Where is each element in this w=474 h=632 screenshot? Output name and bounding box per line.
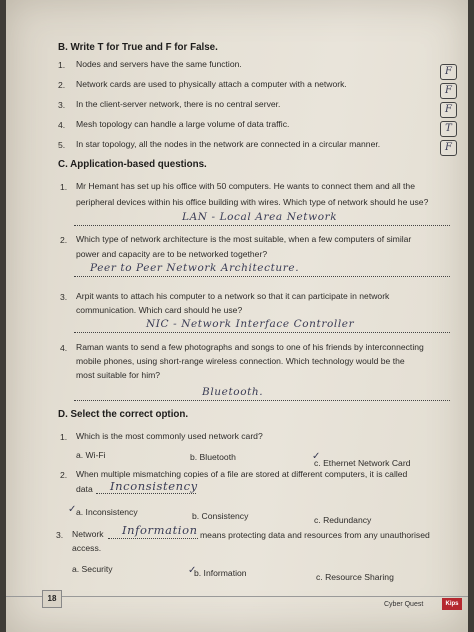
d-q3-prefix: Network <box>72 529 104 539</box>
footer-book-title: Cyber Quest <box>384 601 424 608</box>
b-item-5-answer-box[interactable]: F <box>440 140 457 156</box>
d-q1-tick-mark-icon: ✓ <box>312 451 321 462</box>
c-q1-number: 1. <box>60 182 68 192</box>
c-q2-line-2: power and capacity are to be networked together? <box>76 249 268 259</box>
d-q3-blank-line <box>108 538 198 539</box>
d-q3-line-1-rest: means protecting data and resources from any unauthorised <box>200 530 430 540</box>
c-q4-line-1: Raman wants to send a few photographs and songs to one of his friends by interconnecting <box>76 342 424 352</box>
d-q3-handwritten-answer[interactable]: Information <box>122 523 198 537</box>
c-q4-line-3: most suitable for him? <box>76 370 161 380</box>
d-q3-number: 3. <box>56 530 64 540</box>
d-q1-option-c[interactable]: c. Ethernet Network Card <box>314 458 411 468</box>
c-q1-line-2: peripheral devices within his office building with wires. Which type of network should he use? <box>76 197 429 207</box>
b-item-3-number: 3. <box>58 100 66 110</box>
d-q3-option-a[interactable]: a. Security <box>72 564 113 574</box>
d-q2-number: 2. <box>60 470 68 480</box>
b-item-4-answer-box[interactable]: T <box>440 121 457 137</box>
b-item-5-number: 5. <box>58 140 66 150</box>
d-q1-option-a[interactable]: a. Wi-Fi <box>76 450 106 460</box>
d-q2-handwritten-answer[interactable]: Inconsistency <box>110 479 198 493</box>
d-q2-option-a[interactable]: a. Inconsistency <box>76 507 138 517</box>
c-q1-line-1: Mr Hemant has set up his office with 50 computers. He wants to connect them and all the <box>76 181 415 191</box>
c-q3-handwritten-answer[interactable]: NIC - Network Interface Controller <box>146 318 355 330</box>
c-q4-number: 4. <box>60 343 68 353</box>
c-q4-answer-line <box>74 400 450 401</box>
c-q3-line-2: communication. Which card should he use? <box>76 305 243 315</box>
d-q2-option-c[interactable]: c. Redundancy <box>314 515 372 525</box>
b-item-2-number: 2. <box>58 80 66 90</box>
workbook-page <box>6 0 468 632</box>
c-q3-line-1: Arpit wants to attach his computer to a network so that it can participate in network <box>76 291 390 301</box>
d-q3-option-b[interactable]: b. Information <box>194 568 247 578</box>
d-q1-option-b[interactable]: b. Bluetooth <box>190 452 236 462</box>
b-item-5-text: In star topology, all the nodes in the network are connected in a circular manner. <box>76 139 381 149</box>
c-q2-line-1: Which type of network architecture is the most suitable, when a few computers of similar <box>76 234 412 244</box>
d-q2-line-1: When multiple mismatching copies of a file are stored at different computers, it is called <box>76 469 408 479</box>
b-item-1-answer-box[interactable]: F <box>440 64 457 80</box>
section-b-heading: B. Write T for True and F for False. <box>58 42 218 53</box>
d-q3-option-c[interactable]: c. Resource Sharing <box>316 572 394 582</box>
b-item-2-answer-box[interactable]: F <box>440 83 457 99</box>
c-q2-number: 2. <box>60 235 68 245</box>
c-q3-answer-line <box>74 332 450 333</box>
c-q4-handwritten-answer[interactable]: Bluetooth. <box>202 386 264 398</box>
c-q2-answer-line <box>74 276 450 277</box>
b-item-1-text: Nodes and servers have the same function. <box>76 59 242 69</box>
c-q2-handwritten-answer[interactable]: Peer to Peer Network Architecture. <box>90 262 300 274</box>
section-d-heading: D. Select the correct option. <box>58 409 189 420</box>
b-item-1-number: 1. <box>58 60 66 70</box>
b-item-3-text: In the client-server network, there is no central server. <box>76 99 281 109</box>
c-q1-answer-line <box>74 225 450 226</box>
d-q3-line-2: access. <box>72 543 102 553</box>
b-item-4-number: 4. <box>58 120 66 130</box>
c-q3-number: 3. <box>60 292 68 302</box>
d-q3-tick-mark-icon: ✓ <box>188 565 197 576</box>
d-q2-blank-line <box>96 493 196 494</box>
d-q1-number: 1. <box>60 432 68 442</box>
page-number: 18 <box>42 590 62 608</box>
section-c-heading: C. Application-based questions. <box>58 159 207 170</box>
footer-divider <box>6 596 468 597</box>
c-q1-handwritten-answer[interactable]: LAN - Local Area Network <box>182 211 338 223</box>
b-item-3-answer-box[interactable]: F <box>440 102 457 118</box>
b-item-4-text: Mesh topology can handle a large volume of data traffic. <box>76 119 290 129</box>
d-q1-text: Which is the most commonly used network card? <box>76 431 263 441</box>
d-q2-prefix: data <box>76 484 93 494</box>
publisher-logo: Kips <box>442 598 462 610</box>
b-item-2-text: Network cards are used to physically attach a computer with a network. <box>76 79 347 89</box>
c-q4-line-2: mobile phones, using short-range wireless connection. Which technology would be the <box>76 356 405 366</box>
d-q2-option-b[interactable]: b. Consistency <box>192 511 249 521</box>
d-q2-tick-mark-icon: ✓ <box>68 504 77 515</box>
